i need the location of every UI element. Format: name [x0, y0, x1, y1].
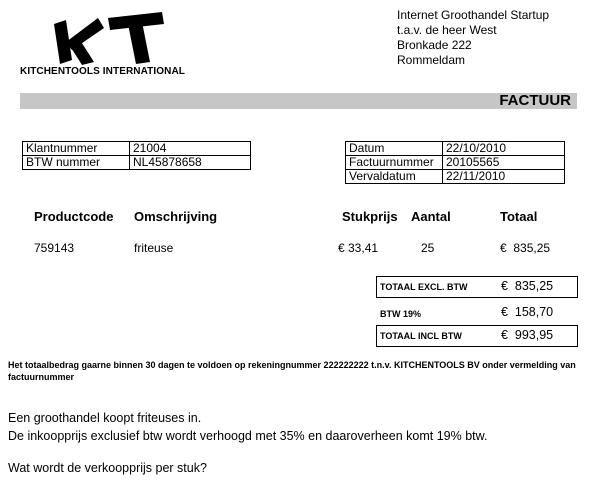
title-band	[20, 93, 577, 109]
item-code: 759143	[34, 241, 75, 255]
address-line: Bronkade 222	[397, 38, 472, 52]
info-row	[346, 156, 565, 170]
payment-note: Het totaalbedrag gaarne binnen 30 dagen te voldoen op rekeningnummer 222222222 t.n.v. KITCHENTOOLS BV onder vermelding van factuurnummer	[8, 360, 576, 382]
kt-logo	[52, 10, 167, 66]
info-label: Vervaldatum	[346, 170, 443, 184]
vat-value: € 158,70	[501, 305, 554, 319]
column-header-description: Omschrijving	[134, 209, 218, 224]
column-header-total: Totaal	[500, 209, 538, 224]
document-title: FACTUUR	[499, 92, 571, 109]
info-label: Datum	[346, 142, 443, 156]
customer-info-table	[22, 141, 251, 170]
info-value: 21004	[130, 142, 251, 156]
column-header-quantity: Aantal	[411, 209, 451, 224]
item-price: € 33,41	[338, 241, 379, 255]
info-label: Klantnummer	[23, 142, 130, 156]
info-row	[346, 142, 565, 156]
column-header-code: Productcode	[34, 209, 114, 224]
info-value: 22/11/2010	[443, 170, 565, 184]
info-label: Factuurnummer	[346, 156, 443, 170]
recipient-address	[397, 8, 549, 68]
address-line: Internet Groothandel Startup	[397, 8, 550, 22]
total-excl-value: € 835,25	[501, 279, 554, 293]
question-line: De inkoopprijs exclusief btw wordt verhoogd met 35% en daaroverheen komt 19% btw.	[8, 429, 488, 443]
info-value: 22/10/2010	[443, 142, 565, 156]
question-line: Wat wordt de verkoopprijs per stuk?	[8, 461, 207, 475]
info-label: BTW nummer	[23, 156, 130, 170]
info-row	[23, 156, 251, 170]
item-description: friteuse	[134, 241, 174, 255]
total-incl-label: TOTAAL INCL BTW	[380, 331, 462, 341]
info-value: 20105565	[443, 156, 565, 170]
info-row	[346, 170, 565, 184]
vat-label: BTW 19%	[380, 309, 422, 319]
info-value: NL45878658	[130, 156, 251, 170]
address-line: t.a.v. de heer West	[397, 23, 497, 37]
item-total: € 835,25	[500, 241, 551, 255]
invoice-info-table	[345, 141, 565, 184]
question-line: Een groothandel koopt friteuses in.	[8, 411, 202, 425]
column-header-price: Stukprijs	[342, 209, 398, 224]
total-excl-label: TOTAAL EXCL. BTW	[380, 282, 468, 292]
company-name: KITCHENTOOLS INTERNATIONAL	[20, 66, 186, 77]
item-quantity: 25	[421, 241, 435, 255]
info-row	[23, 142, 251, 156]
address-line: Rommeldam	[397, 53, 466, 67]
total-incl-value: € 993,95	[501, 328, 554, 342]
